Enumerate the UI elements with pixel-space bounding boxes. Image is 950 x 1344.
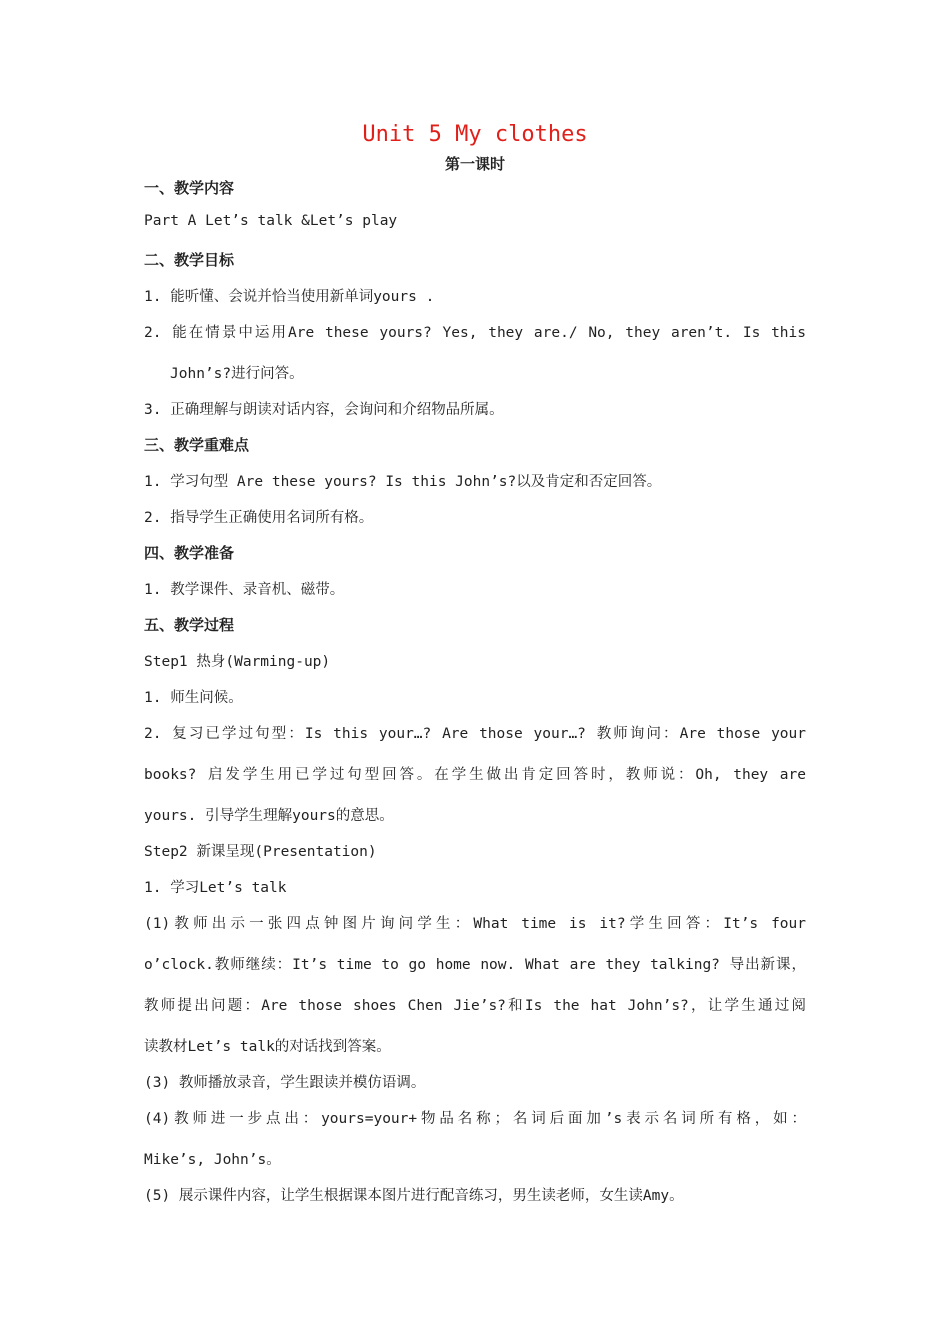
preparation-item-1: 1. 教学课件、录音机、磁带。 (144, 582, 345, 598)
paragraph-4-line2: Mike’s, John’s。 (144, 1152, 281, 1168)
lesson-subtitle: 第一课时 (444, 155, 505, 173)
goal-item-2: 2. 能在情景中运用Are these yours? Yes, they are./ No, they aren’t. Is this (144, 325, 806, 341)
paragraph-1-line2: o’clock.教师继续：It’s time to go home now. What are they talking? 导出新课， (144, 957, 806, 973)
section-heading-goals: 二、教学目标 (144, 251, 235, 269)
paragraph-1-line4: 读教材Let’s talk的对话找到答案。 (144, 1039, 391, 1055)
section-heading-preparation: 四、教学准备 (144, 544, 235, 562)
paragraph-1-line3: 教师提出问题：Are those shoes Chen Jie’s?和Is the hat John’s?，让学生通过阅 (144, 998, 806, 1014)
step2-title: Step2 新课呈现(Presentation) (144, 844, 377, 860)
step1-item-2-line3: yours. 引导学生理解yours的意思。 (144, 808, 394, 824)
goal-item-1: 1. 能听懂、会说并恰当使用新单词yours . (144, 289, 435, 305)
section-heading-key-points: 三、教学重难点 (144, 436, 250, 454)
step1-title: Step1 热身(Warming-up) (144, 654, 331, 670)
document-title: Unit 5 My clothes (362, 122, 588, 147)
content-text: Part A Let’s talk &Let’s play (144, 213, 398, 229)
paragraph-4: (4)教师进一步点出：yours=your+物品名称；名词后面加’s表示名词所有格，如： (144, 1111, 806, 1127)
step1-item-2-line2: books? 启发学生用已学过句型回答。在学生做出肯定回答时，教师说：Oh, they are (144, 767, 806, 783)
goal-item-2-continued: John’s?进行问答。 (170, 366, 304, 382)
goal-item-3: 3. 正确理解与朗读对话内容，会询问和介绍物品所属。 (144, 402, 504, 418)
paragraph-3: (3) 教师播放录音，学生跟读并模仿语调。 (144, 1075, 426, 1091)
step1-item-2: 2. 复习已学过句型：Is this your…? Are those your…? 教师询问：Are those your (144, 726, 806, 742)
key-point-1: 1. 学习句型 Are these yours? Is this John’s?以及肯定和否定回答。 (144, 474, 662, 490)
paragraph-1: (1)教师出示一张四点钟图片询问学生：What time is it?学生回答：It’s four (144, 916, 806, 932)
section-heading-process: 五、教学过程 (144, 616, 235, 634)
section-heading-content: 一、教学内容 (144, 179, 235, 197)
step1-item-1: 1. 师生问候。 (144, 690, 243, 706)
key-point-2: 2. 指导学生正确使用名词所有格。 (144, 510, 374, 526)
paragraph-5: (5) 展示课件内容，让学生根据课本图片进行配音练习，男生读老师，女生读Amy。 (144, 1188, 684, 1204)
step2-item-1: 1. 学习Let’s talk (144, 880, 287, 896)
